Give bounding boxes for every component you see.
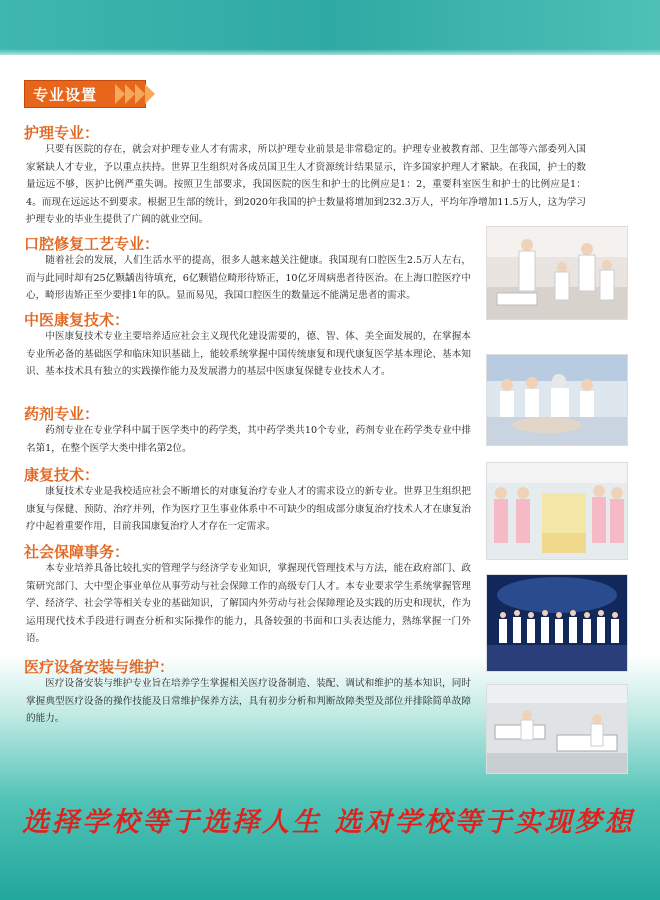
paragraph-social-security: 本专业培养具备比较扎实的管理学与经济学专业知识，掌握现代管理技术与方法，能在政府部门、政策研究部门、大中型企事业单位从事劳动与社会保障工作的高级专门人才。本专业要求学生系统掌握管理学、经济学、社会学等相关专业的基础知识，了解国内外劳动与社会保障理论及实践的历史和现状，作为运用现代技术手段进行调查分析和实际操作的能力，具备较强的书面和口头表达能力，熟练掌握一门外语。 bbox=[26, 563, 471, 644]
paragraph-rehab-tech: 康复技术专业是我校适应社会不断增长的对康复治疗专业人才的需求设立的新专业。世界卫生组织把康复与保健、预防、治疗并列，作为医疗卫生事业体系中不可缺少的组成部分康复治疗技术人才在康复治疗中起着重要作用，目前我国康复治疗人才存在一定需求。 bbox=[26, 486, 471, 532]
heading-tcm-rehab: 中医康复技术： bbox=[24, 311, 130, 329]
heading-nursing: 护理专业： bbox=[24, 124, 100, 142]
photo-rehab-lab bbox=[486, 462, 628, 560]
photo-nurse-training bbox=[486, 226, 628, 320]
heading-social-security: 社会保障事务： bbox=[24, 543, 130, 561]
photo-tcm-practice bbox=[486, 354, 628, 446]
paragraph-tcm-rehab: 中医康复技术专业主要培养适应社会主义现代化建设需要的，德、智、体、美全面发展的，在掌握本专业所必备的基础医学和临床知识基础上，能较系统掌握中国传统康复和现代康复医学基本理论、基本知识、基本技术具有独立的实践操作能力及发展潜力的基层中医康复保健专业技术人才。 bbox=[26, 331, 471, 377]
heading-pharmacy: 药剂专业： bbox=[24, 405, 100, 423]
paragraph-medical-equipment: 医疗设备安装与维护专业旨在培养学生掌握相关医疗设备制造、装配、调试和维护的基本知识，同时掌握典型医疗设备的操作技能及日常维护保养方法，具有初步分析和判断故障类型及部位并排除简单故障的能力。 bbox=[26, 678, 471, 724]
photo-stage-performance bbox=[486, 574, 628, 672]
photo-ward-training bbox=[486, 684, 628, 774]
chevron-arrows-icon bbox=[115, 81, 155, 107]
paragraph-pharmacy: 药剂专业在专业学科中属于医学类中的药学类，其中药学类共10个专业，药剂专业在药学类专业中排名第1，在整个医学大类中排名第2位。 bbox=[26, 425, 471, 454]
paragraph-nursing: 只要有医院的存在，就会对护理专业人才有需求，所以护理专业前景是非常稳定的。护理专业被教育部、卫生部等六部委列入国家紧缺人才专业，予以重点扶持。世界卫生组织对各成员国卫生人才资源统计结果显示，许多国家护理人才紧缺。在我国，护士的数量远远不够，医护比例严重失调。按照卫生部要求，我国医院的医生和护士的比例应是1：2，重要科室医生和护士的比例应是1：4。而现在远远达不到要求。根据卫生部的统计，到2020年我国的护士数量将增加到232.3万人，平均年净增加11.5万人，这为学习护理专业的毕业生提供了广阔的就业空间。 bbox=[26, 144, 586, 225]
banner-label: 专业设置 bbox=[33, 86, 98, 104]
paragraph-dental: 随着社会的发展，人们生活水平的提高，很多人越来越关注健康。我国现有口腔医生2.5万人左右，而与此同时却有25亿颗龋齿待填充，6亿颗错位畸形待矫正，10亿牙周病患者待医治。在上海口腔医疗中心，畸形齿矫正至少要排1年的队。显而易见，我国口腔医生的数量远不能满足患者的需求。 bbox=[26, 255, 471, 301]
slogan: 选择学校等于选择人生 选对学校等于实现梦想 bbox=[22, 807, 635, 838]
heading-rehab-tech: 康复技术： bbox=[24, 466, 100, 484]
heading-medical-equipment: 医疗设备安装与维护： bbox=[24, 658, 175, 676]
section-banner bbox=[24, 80, 146, 108]
heading-dental: 口腔修复工艺专业： bbox=[24, 235, 160, 253]
